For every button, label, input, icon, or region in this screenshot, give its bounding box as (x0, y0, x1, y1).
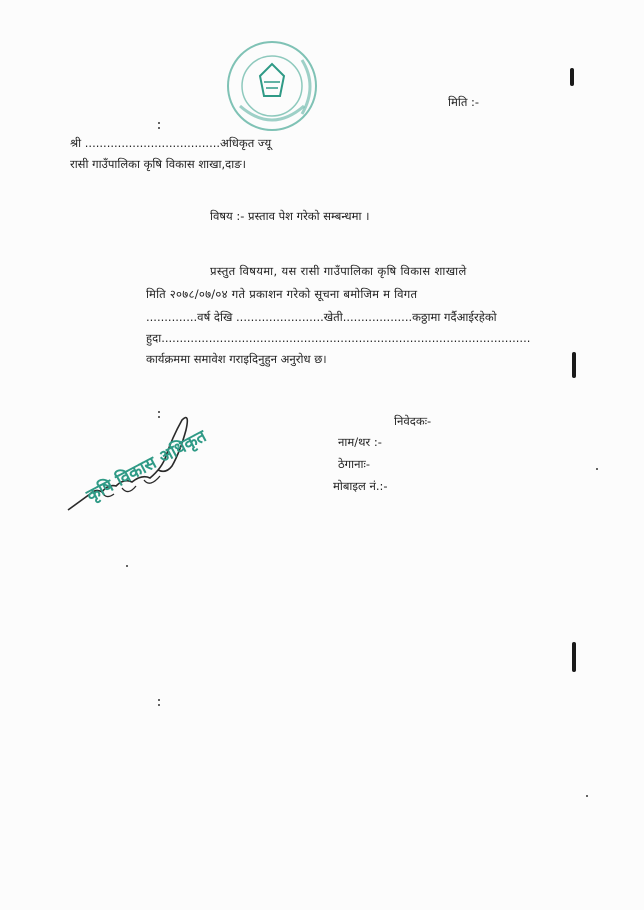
scan-dot (158, 122, 160, 124)
recipient-office: रासी गाउँपालिका कृषि विकास शाखा,दाङ। (70, 157, 246, 171)
date-label: मिति :- (448, 95, 480, 109)
applicant-mobile: मोबाइल नं.:- (333, 479, 388, 493)
applicant-address: ठेगानाः- (338, 457, 370, 471)
scan-dot (158, 416, 160, 418)
binder-mark (570, 68, 574, 86)
subject-line: विषय :- प्रस्ताव पेश गरेको सम्बन्धमा । (210, 209, 370, 223)
scan-dot (158, 411, 160, 413)
scan-dot (126, 565, 128, 567)
scan-dot (158, 699, 160, 701)
applicant-name: नाम/थर :- (338, 435, 382, 449)
recipient-line: श्री .....................................अधिकृत ज्यू (70, 136, 272, 150)
body-line-1: प्रस्तुत विषयमा, यस रासी गाउँपालिका कृषि विकास शाखाले (210, 264, 467, 278)
scan-dot (596, 468, 598, 470)
applicant-heading: निवेदकः- (394, 414, 432, 428)
office-seal (222, 36, 322, 136)
scan-dot (586, 795, 588, 797)
scan-dot (158, 704, 160, 706)
body-line-3: ..............वर्ष देखि ........................खेती...................कठ्ठामा गर्दैआईरहेको (146, 310, 497, 324)
binder-mark (572, 642, 576, 672)
body-line-2: मिति २०७८/०७/०४ गते प्रकाशन गरेको सूचना बमोजिम म विगत (146, 287, 418, 301)
signature-stamp-text: कृषि विकास अधिकृत (83, 426, 210, 507)
binder-mark (572, 352, 576, 378)
body-line-5: कार्यक्रममा समावेश गराइदिनुहुन अनुरोध छ। (146, 352, 327, 366)
scan-dot (158, 127, 160, 129)
body-line-4: हुदा..................................................................................................... (146, 331, 531, 345)
